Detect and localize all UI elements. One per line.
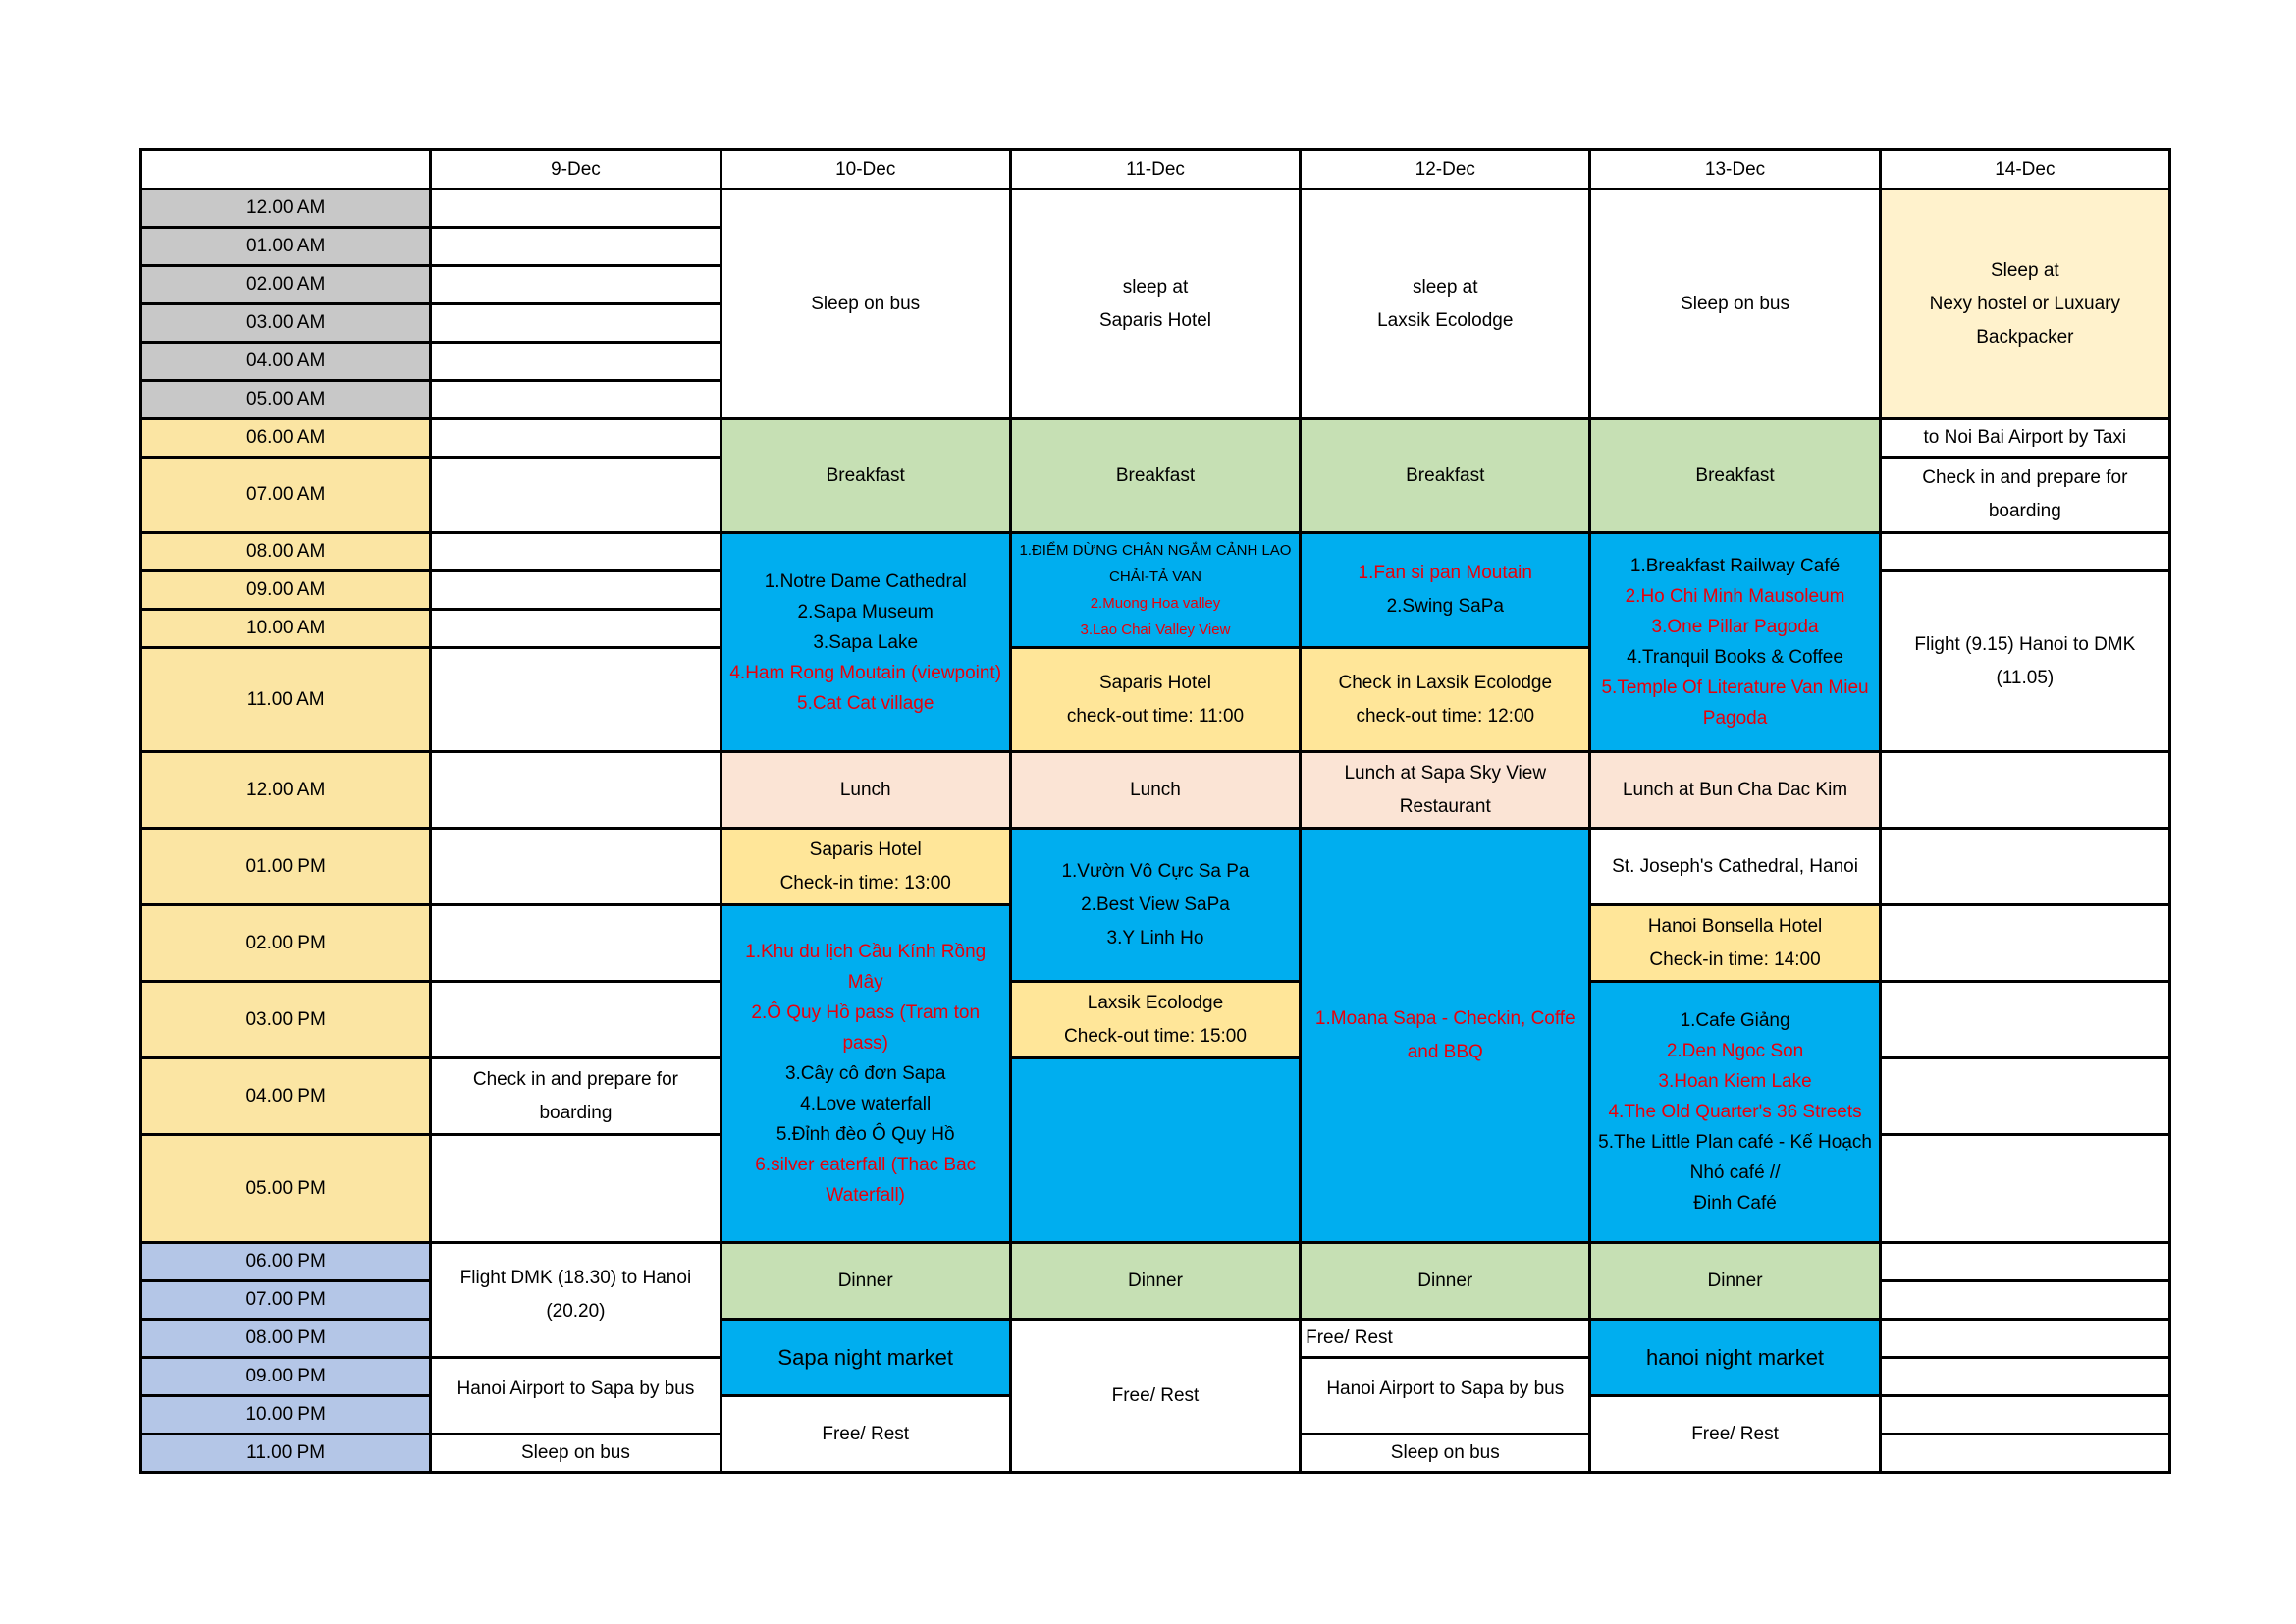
time-label: 07.00 PM bbox=[141, 1281, 431, 1320]
dec13-sleep: Sleep on bus bbox=[1590, 189, 1880, 419]
empty-cell bbox=[1880, 1396, 2169, 1435]
dec14-taxi: to Noi Bai Airport by Taxi bbox=[1880, 419, 2169, 458]
empty-cell bbox=[431, 458, 721, 533]
time-label: 02.00 AM bbox=[141, 266, 431, 304]
dec11-hotel-checkout: Saparis Hotel check-out time: 11:00 bbox=[1010, 648, 1300, 752]
dec13-afternoon-activities: 1.Cafe Giảng 2.Den Ngoc Son 3.Hoan Kiem Lake 4.The Old Quarter's 36 Streets 5.The Little Plan café - Kế Hoạch Nhỏ café // Đinh Café bbox=[1590, 982, 1880, 1243]
dec11-dinner: Dinner bbox=[1010, 1243, 1300, 1320]
dec11-blank-activity bbox=[1010, 1058, 1300, 1243]
time-label: 12.00 AM bbox=[141, 752, 431, 829]
dec10-night-market: Sapa night market bbox=[721, 1320, 1010, 1396]
dec12-free-rest: Free/ Rest bbox=[1301, 1320, 1590, 1358]
dec10-dinner: Dinner bbox=[721, 1243, 1010, 1320]
dec9-bus-to-sapa: Hanoi Airport to Sapa by bus bbox=[431, 1358, 721, 1435]
empty-cell bbox=[1880, 1358, 2169, 1396]
time-label: 08.00 PM bbox=[141, 1320, 431, 1358]
time-label: 05.00 AM bbox=[141, 381, 431, 419]
dec12-dinner: Dinner bbox=[1301, 1243, 1590, 1320]
empty-cell bbox=[431, 571, 721, 610]
dec11-free-rest: Free/ Rest bbox=[1010, 1320, 1300, 1473]
time-label: 09.00 AM bbox=[141, 571, 431, 610]
empty-cell bbox=[1880, 1281, 2169, 1320]
time-label: 12.00 AM bbox=[141, 189, 431, 228]
dec12-sleep: sleep at Laxsik Ecolodge bbox=[1301, 189, 1590, 419]
dec12-lunch: Lunch at Sapa Sky View Restaurant bbox=[1301, 752, 1590, 829]
empty-cell bbox=[431, 752, 721, 829]
empty-cell bbox=[431, 1135, 721, 1243]
day-header: 13-Dec bbox=[1590, 150, 1880, 189]
empty-cell bbox=[1880, 1058, 2169, 1135]
empty-cell bbox=[431, 304, 721, 343]
dec10-free-rest: Free/ Rest bbox=[721, 1396, 1010, 1473]
empty-cell bbox=[1880, 1320, 2169, 1358]
dec11-breakfast: Breakfast bbox=[1010, 419, 1300, 533]
day-header: 9-Dec bbox=[431, 150, 721, 189]
empty-cell bbox=[1880, 1135, 2169, 1243]
time-label: 09.00 PM bbox=[141, 1358, 431, 1396]
time-label: 04.00 PM bbox=[141, 1058, 431, 1135]
dec13-lunch: Lunch at Bun Cha Dac Kim bbox=[1590, 752, 1880, 829]
dec12-afternoon-activities: 1.Moana Sapa - Checkin, Coffe and BBQ bbox=[1301, 829, 1590, 1243]
time-label: 10.00 AM bbox=[141, 610, 431, 648]
time-label: 03.00 AM bbox=[141, 304, 431, 343]
day-header: 14-Dec bbox=[1880, 150, 2169, 189]
time-label: 02.00 PM bbox=[141, 905, 431, 982]
dec11-afternoon-activities: 1.Vườn Vô Cực Sa Pa 2.Best View SaPa 3.Y Linh Ho bbox=[1010, 829, 1300, 982]
time-label: 08.00 AM bbox=[141, 533, 431, 571]
empty-cell bbox=[431, 905, 721, 982]
dec13-hotel-checkin: Hanoi Bonsella Hotel Check-in time: 14:00 bbox=[1590, 905, 1880, 982]
empty-cell bbox=[431, 189, 721, 228]
dec13-night-market: hanoi night market bbox=[1590, 1320, 1880, 1396]
itinerary-table bbox=[139, 148, 2171, 1474]
dec13-dinner: Dinner bbox=[1590, 1243, 1880, 1320]
dec12-hotel-checkin: Check in Laxsik Ecolodge check-out time: 12:00 bbox=[1301, 648, 1590, 752]
dec9-sleep-on-bus: Sleep on bus bbox=[431, 1435, 721, 1473]
time-label: 06.00 PM bbox=[141, 1243, 431, 1281]
time-label: 05.00 PM bbox=[141, 1135, 431, 1243]
empty-cell bbox=[1880, 1435, 2169, 1473]
dec13-morning-activities: 1.Breakfast Railway Café 2.Ho Chi Minh Mausoleum 3.One Pillar Pagoda 4.Tranquil Books & Coffee 5.Temple Of Literature Van Mieu Pagoda bbox=[1590, 533, 1880, 752]
empty-cell bbox=[1880, 1243, 2169, 1281]
time-label: 01.00 AM bbox=[141, 228, 431, 266]
dec13-cathedral: St. Joseph's Cathedral, Hanoi bbox=[1590, 829, 1880, 905]
dec12-bus-to-sapa: Hanoi Airport to Sapa by bus bbox=[1301, 1358, 1590, 1435]
dec10-lunch: Lunch bbox=[721, 752, 1010, 829]
time-label: 01.00 PM bbox=[141, 829, 431, 905]
dec14-checkin: Check in and prepare for boarding bbox=[1880, 458, 2169, 533]
dec11-morning-activities: 1.ĐIỂM DỪNG CHÂN NGẮM CẢNH LAO CHẢI-TẢ VAN 2.Muong Hoa valley 3.Lao Chai Valley View bbox=[1010, 533, 1300, 648]
header-corner bbox=[141, 150, 431, 189]
dec10-breakfast: Breakfast bbox=[721, 419, 1010, 533]
empty-cell bbox=[431, 648, 721, 752]
day-header: 11-Dec bbox=[1010, 150, 1300, 189]
time-label: 11.00 AM bbox=[141, 648, 431, 752]
dec12-sleep-on-bus: Sleep on bus bbox=[1301, 1435, 1590, 1473]
time-label: 07.00 AM bbox=[141, 458, 431, 533]
empty-cell bbox=[431, 381, 721, 419]
dec10-sleep: Sleep on bus bbox=[721, 189, 1010, 419]
dec11-laxsik-checkout: Laxsik Ecolodge Check-out time: 15:00 bbox=[1010, 982, 1300, 1058]
empty-cell bbox=[431, 228, 721, 266]
empty-cell bbox=[1880, 982, 2169, 1058]
dec10-afternoon-activities: 1.Khu du lịch Cầu Kính Rồng Mây 2.Ô Quy Hồ pass (Tram ton pass) 3.Cây cô đơn Sapa 4.Love waterfall 5.Đỉnh đèo Ô Quy Hồ 6.silver eaterfall (Thac Bac Waterfall) bbox=[721, 905, 1010, 1243]
empty-cell bbox=[431, 343, 721, 381]
time-label: 11.00 PM bbox=[141, 1435, 431, 1473]
dec9-checkin: Check in and prepare for boarding bbox=[431, 1058, 721, 1135]
empty-cell bbox=[1880, 752, 2169, 829]
dec12-breakfast: Breakfast bbox=[1301, 419, 1590, 533]
dec11-sleep: sleep at Saparis Hotel bbox=[1010, 189, 1300, 419]
empty-cell bbox=[1880, 829, 2169, 905]
dec10-morning-activities: 1.Notre Dame Cathedral 2.Sapa Museum 3.Sapa Lake 4.Ham Rong Moutain (viewpoint) 5.Cat Cat village bbox=[721, 533, 1010, 752]
dec12-morning-activities: 1.Fan si pan Moutain 2.Swing SaPa bbox=[1301, 533, 1590, 648]
time-label: 06.00 AM bbox=[141, 419, 431, 458]
dec10-hotel-checkin: Saparis Hotel Check-in time: 13:00 bbox=[721, 829, 1010, 905]
time-label: 04.00 AM bbox=[141, 343, 431, 381]
dec14-flight: Flight (9.15) Hanoi to DMK (11.05) bbox=[1880, 571, 2169, 752]
empty-cell bbox=[431, 533, 721, 571]
dec14-sleep: Sleep at Nexy hostel or Luxuary Backpacker bbox=[1880, 189, 2169, 419]
day-header: 10-Dec bbox=[721, 150, 1010, 189]
empty-cell bbox=[431, 829, 721, 905]
empty-cell bbox=[431, 419, 721, 458]
empty-cell bbox=[431, 982, 721, 1058]
dec13-free-rest: Free/ Rest bbox=[1590, 1396, 1880, 1473]
time-label: 03.00 PM bbox=[141, 982, 431, 1058]
day-header: 12-Dec bbox=[1301, 150, 1590, 189]
empty-cell bbox=[1880, 905, 2169, 982]
empty-cell bbox=[1880, 533, 2169, 571]
dec11-lunch: Lunch bbox=[1010, 752, 1300, 829]
empty-cell bbox=[431, 610, 721, 648]
dec13-breakfast: Breakfast bbox=[1590, 419, 1880, 533]
time-label: 10.00 PM bbox=[141, 1396, 431, 1435]
empty-cell bbox=[431, 266, 721, 304]
dec9-flight: Flight DMK (18.30) to Hanoi (20.20) bbox=[431, 1243, 721, 1358]
